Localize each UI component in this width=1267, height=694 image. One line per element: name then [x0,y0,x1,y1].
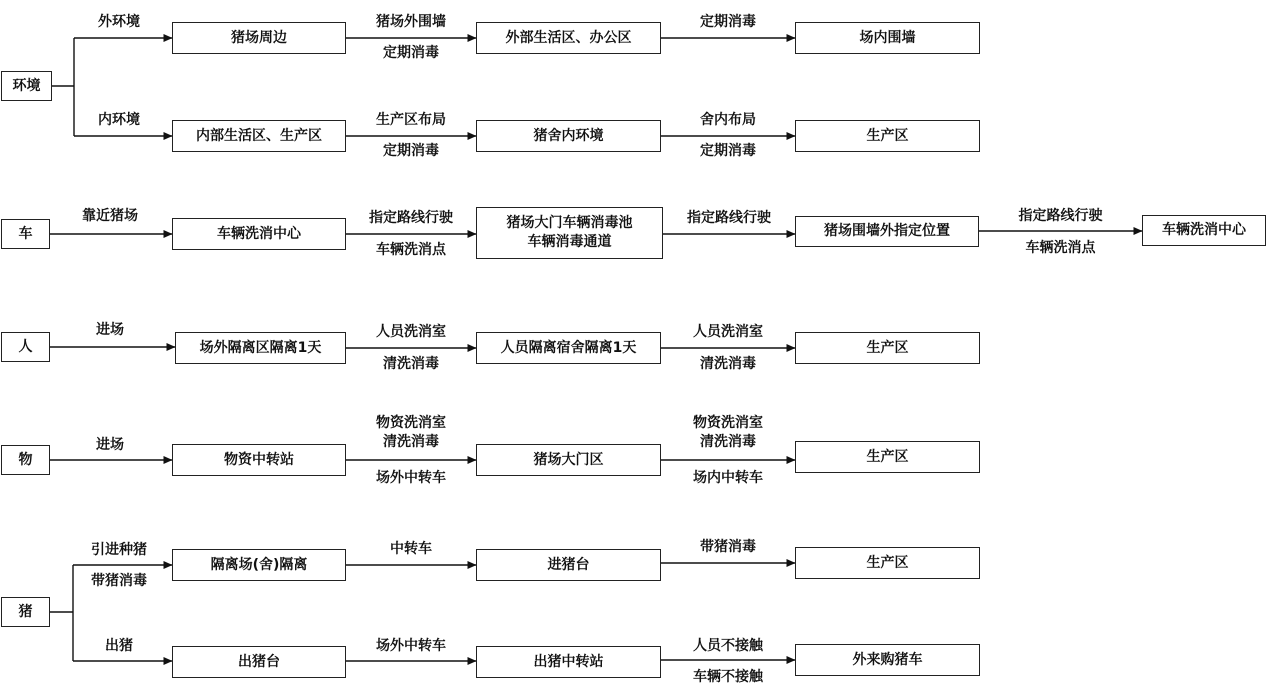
car-node-2: 猪场大门车辆消毒池 车辆消毒通道 [476,207,663,259]
goods-edge2-bottom: 场内中转车 [693,470,763,486]
person-node-2: 人员隔离宿舍隔离1天 [476,332,661,364]
env-inner-node-2: 猪舍内环境 [476,120,661,152]
env-outer-node-2: 外部生活区、办公区 [476,22,661,54]
root-goods: 物 [1,445,50,475]
env-inner-node-1: 内部生活区、生产区 [172,120,346,152]
pig-in-edge2-top: 带猪消毒 [700,539,756,555]
car-node-3: 猪场围墙外指定位置 [795,216,979,247]
person-edge1-bottom: 清洗消毒 [383,356,439,372]
root-car: 车 [1,219,50,249]
env-fork-line [52,38,74,136]
person-edge1-top: 人员洗消室 [376,324,446,340]
car-edge1-top: 指定路线行驶 [369,210,453,226]
car-edge2-top: 指定路线行驶 [687,210,771,226]
env-inner-edge2-bottom: 定期消毒 [700,143,756,159]
pig-in-node-1: 隔离场(舍)隔离 [172,549,346,581]
person-edge2-bottom: 清洗消毒 [700,356,756,372]
pig-out-edge2-bottom: 车辆不接触 [693,669,763,685]
env-inner-edge1-top: 生产区布局 [376,112,446,128]
pig-out-node-3: 外来购猪车 [795,644,980,676]
pig-in-branch-top: 引进种猪 [91,542,147,558]
car-edge3-top: 指定路线行驶 [1018,208,1103,224]
pig-in-branch-bottom: 带猪消毒 [91,573,147,589]
goods-node-2: 猪场大门区 [476,444,661,476]
env-inner-node-3: 生产区 [795,120,980,152]
goods-node-1: 物资中转站 [172,444,346,476]
person-edge0-label: 进场 [96,322,124,338]
pig-out-node-1: 出猪台 [172,646,346,678]
car-edge3-bottom: 车辆洗消点 [1025,240,1096,256]
goods-edge2-top: 物资洗消室 清洗消毒 [693,415,763,450]
pig-in-node-3: 生产区 [795,547,980,579]
env-outer-branch-label: 外环境 [98,14,140,30]
goods-node-3: 生产区 [795,441,980,473]
env-outer-edge2-top: 定期消毒 [700,14,756,30]
pig-out-node-2: 出猪中转站 [476,646,661,678]
env-outer-edge1-bottom: 定期消毒 [383,45,439,61]
car-node-4: 车辆洗消中心 [1142,215,1266,246]
pig-out-edge2-top: 人员不接触 [693,638,763,654]
env-inner-edge1-bottom: 定期消毒 [383,143,439,159]
pig-fork-line [50,565,73,661]
pig-out-branch-label: 出猪 [105,638,133,654]
root-pig: 猪 [1,597,50,627]
person-edge2-top: 人员洗消室 [693,324,763,340]
env-outer-node-1: 猪场周边 [172,22,346,54]
pig-out-edge1-top: 场外中转车 [376,638,446,654]
person-node-3: 生产区 [795,332,980,364]
env-inner-edge2-top: 舍内布局 [700,112,756,128]
root-person: 人 [1,332,50,362]
car-edge1-bottom: 车辆洗消点 [376,242,446,258]
env-outer-edge1-top: 猪场外围墙 [376,14,446,30]
car-edge0-label: 靠近猪场 [82,208,138,224]
car-node-1: 车辆洗消中心 [172,218,346,250]
root-environment: 环境 [1,71,52,101]
pig-in-edge1-top: 中转车 [390,541,432,557]
goods-edge1-top: 物资洗消室 清洗消毒 [376,415,446,450]
person-node-1: 场外隔离区隔离1天 [175,332,346,364]
goods-edge1-bottom: 场外中转车 [376,470,446,486]
pig-in-node-2: 进猪台 [476,549,661,581]
env-inner-branch-label: 内环境 [98,112,140,128]
goods-edge0-label: 进场 [96,437,124,453]
env-outer-node-3: 场内围墙 [795,22,980,54]
